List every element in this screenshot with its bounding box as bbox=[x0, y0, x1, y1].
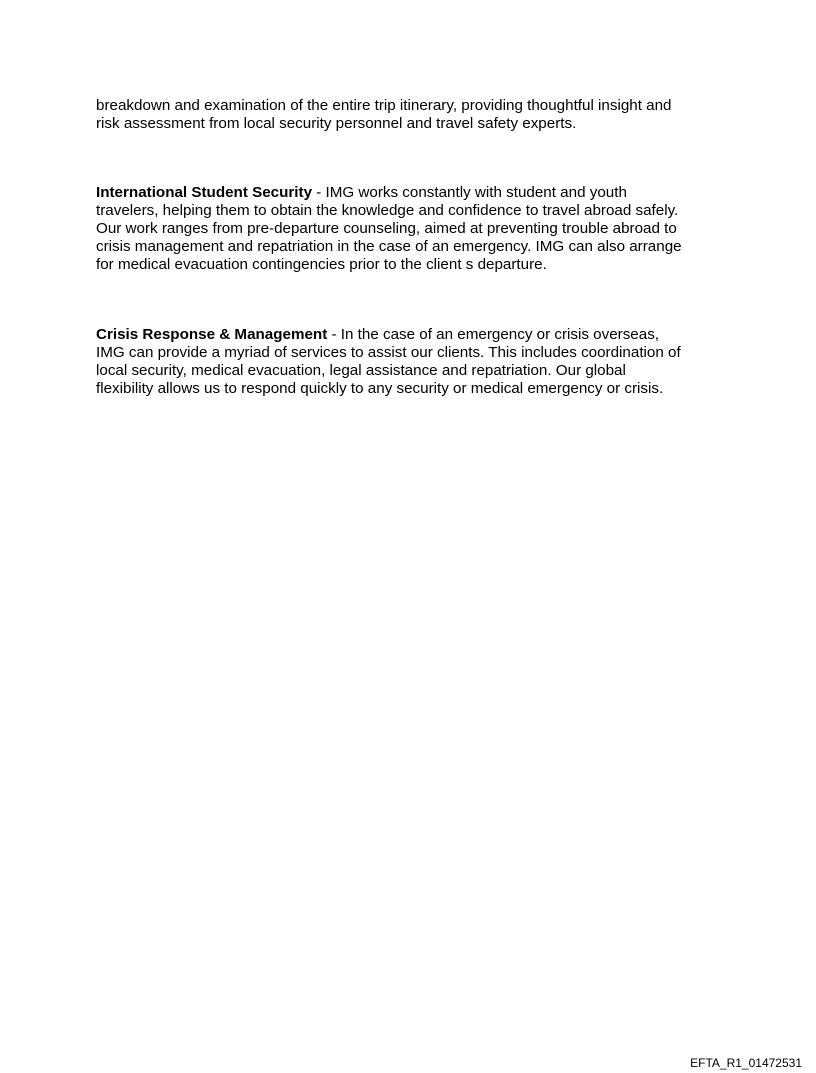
paragraph-first-line bbox=[96, 184, 736, 202]
paragraph-line: breakdown and examination of the entire trip itinerary, providing thoughtful insight and bbox=[96, 97, 672, 114]
paragraph-line: Our work ranges from pre-departure counseling, aimed at preventing trouble abroad to bbox=[96, 220, 677, 237]
paragraph-line: for medical evacuation contingencies prior to the client s departure. bbox=[96, 256, 547, 273]
paragraph-crisis-response bbox=[96, 326, 736, 398]
paragraph-first-line bbox=[96, 326, 736, 344]
paragraph-line-text: - IMG works constantly with student and youth bbox=[312, 184, 627, 201]
paragraph-line-text: - In the case of an emergency or crisis overseas, bbox=[327, 326, 660, 343]
section-heading: Crisis Response & Management bbox=[96, 326, 328, 343]
paragraph-line: local security, medical evacuation, legal assistance and repatriation. Our global bbox=[96, 362, 626, 379]
paragraph-line: IMG can provide a myriad of services to assist our clients. This includes coordination of bbox=[96, 344, 681, 361]
paragraph-line: risk assessment from local security personnel and travel safety experts. bbox=[96, 115, 577, 132]
document-id-footer: EFTA_R1_01472531 bbox=[690, 1056, 802, 1070]
paragraph-line: flexibility allows us to respond quickly to any security or medical emergency or crisis. bbox=[96, 380, 664, 397]
paragraph-line: crisis management and repatriation in the case of an emergency. IMG can also arrange bbox=[96, 238, 682, 255]
paragraph-line: travelers, helping them to obtain the knowledge and confidence to travel abroad safely. bbox=[96, 202, 679, 219]
paragraph-trip-itinerary bbox=[96, 97, 736, 133]
paragraph-international-student-security bbox=[96, 184, 736, 274]
section-heading: International Student Security bbox=[96, 184, 313, 201]
